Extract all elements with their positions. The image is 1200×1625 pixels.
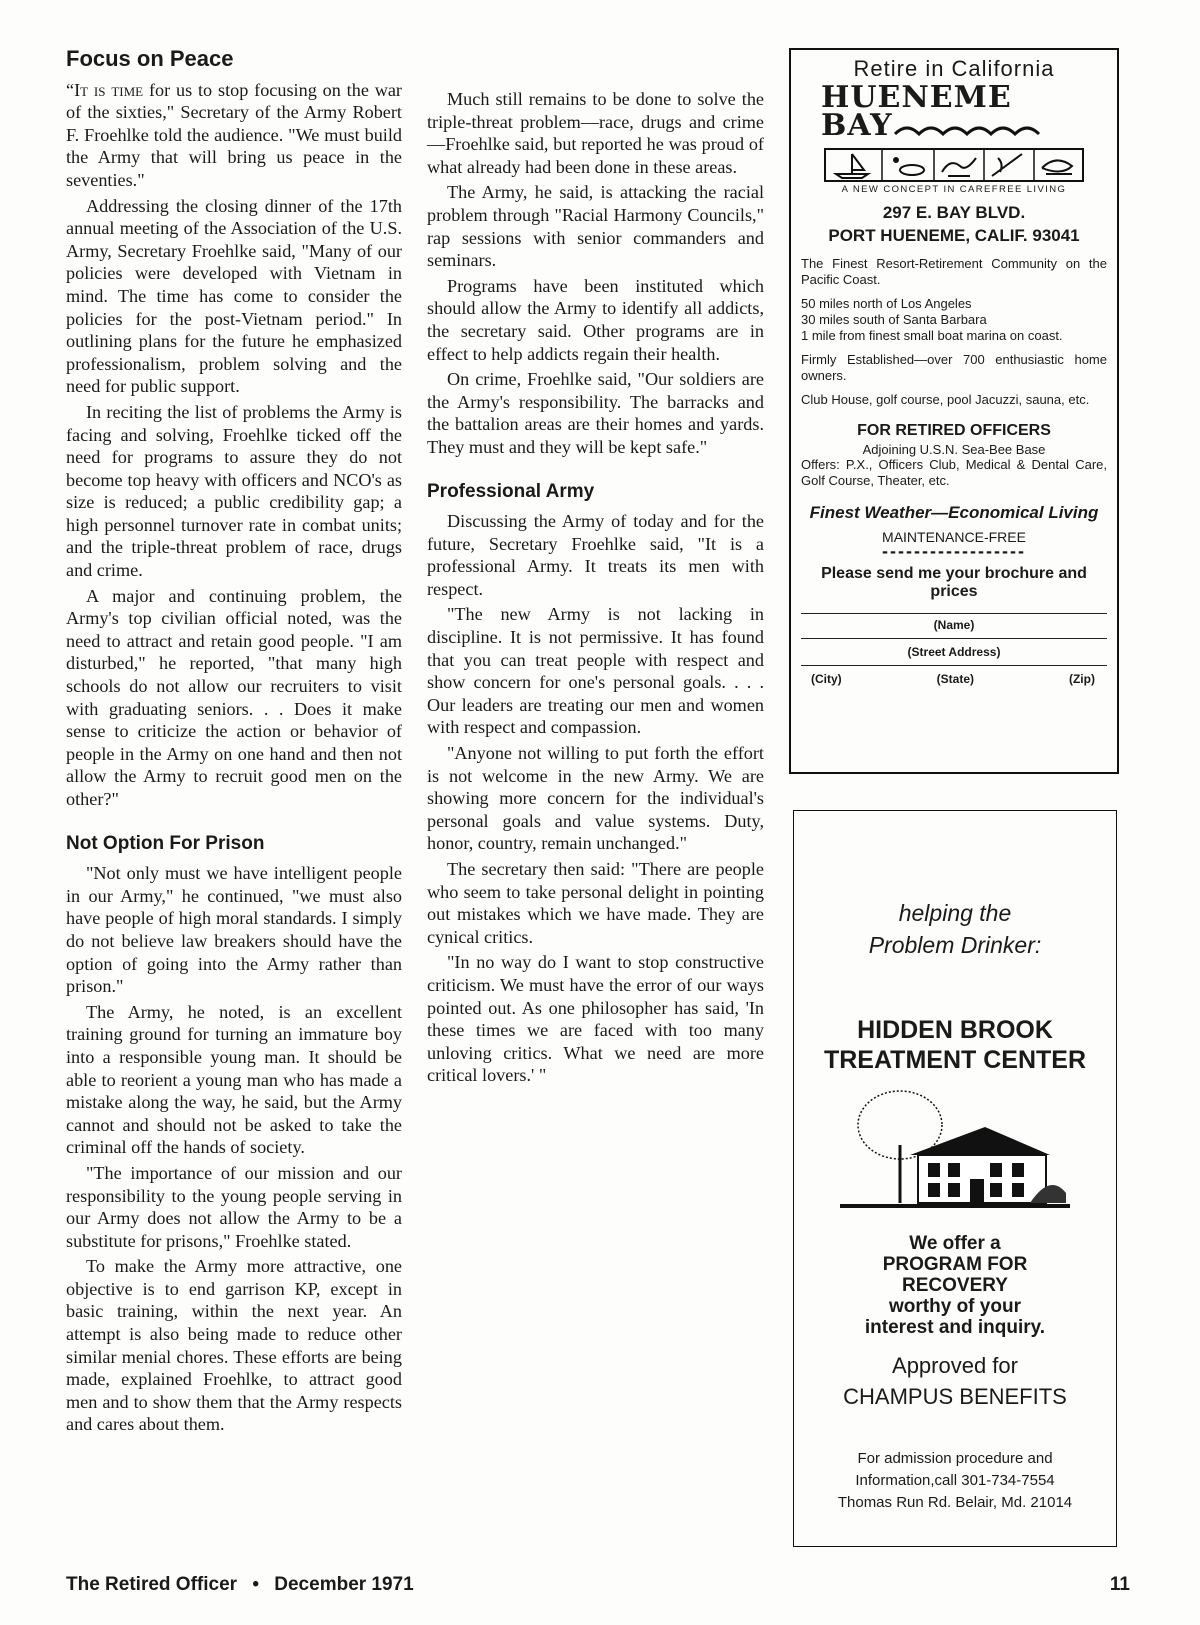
desc-line: The Finest Resort-Retirement Community on the Pacific Coast. xyxy=(801,256,1107,287)
ad-tagline: A NEW CONCEPT IN CAREFREE LIVING xyxy=(841,184,1067,195)
ad-description xyxy=(801,256,1107,408)
address-line-2: PORT HUENEME, CALIF. 93041 xyxy=(828,226,1080,245)
paragraph: The Army, he noted, is an excellent training ground for turning an immature boy into a responsible young man. It should be able to reorient a young man who has made a mistake along the way, he said, but the Army cannot and should not be asked to take the criminal off the hands of society. xyxy=(66,1001,402,1158)
issue-date: December 1971 xyxy=(274,1574,414,1595)
center-name xyxy=(794,1015,1116,1075)
paragraph: "Anyone not willing to put forth the effort is not welcome in the new Army. We are showing more concern for the individual's personal goals and value systems. Duty, honor, country, remain unchanged." xyxy=(427,743,764,854)
dashed-divider: ------------------ xyxy=(882,541,1026,561)
brand-line-2-row xyxy=(821,108,1117,143)
article-title: Focus on Peace xyxy=(66,46,234,71)
approved-line-2: CHAMPUS BENEFITS xyxy=(843,1384,1067,1409)
intro-line-2: Problem Drinker: xyxy=(868,932,1042,958)
center-name-line-1: HIDDEN BROOK xyxy=(857,1016,1053,1044)
ad-intro xyxy=(794,897,1116,961)
maintenance-line: MAINTENANCE-FREE xyxy=(882,529,1026,545)
program-offer xyxy=(794,1233,1116,1338)
paragraph: On crime, Froehlke said, "Our soldiers are the Army's responsibility. The barracks and the battalion areas are their homes and yards. They must and they will be kept safe." xyxy=(427,369,764,457)
section-heading: Professional Army xyxy=(427,480,595,502)
address-line-1: 297 E. BAY BLVD. xyxy=(882,203,1026,222)
officers-line-1: Adjoining U.S.N. Sea-Bee Base xyxy=(862,442,1046,457)
zip-field-label: (Zip) xyxy=(1068,672,1095,686)
section-heading: Not Option For Prison xyxy=(66,832,265,854)
brochure-request: Please send me your brochure and prices xyxy=(821,565,1087,600)
paragraph: A major and continuing problem, the Army's top civilian official noted, was the need to attract and retain good people. "I am disturbed," he reported, "that many high schools do not allow our recruiters to visit with graduating seniors. . . Does it make sense to criticize the action or behavior of people in the Army on one hand and then not allow the Army to recruit good men on the other?" xyxy=(66,585,402,809)
offer-line: PROGRAM FOR xyxy=(882,1254,1028,1275)
officers-line-2: Offers: P.X., Officers Club, Medical & Dental Care, Golf Course, Theater, etc. xyxy=(801,457,1107,488)
page-footer xyxy=(66,1574,1130,1596)
contact-info xyxy=(794,1448,1116,1514)
desc-line: Firmly Established—over 700 enthusiastic home owners. xyxy=(801,352,1107,383)
paragraph-text: for us to stop focusing on the war of the sixties," Secretary of the Army Robert F. Froehlke told the audience. "We must build the Army that will bring us peace in the seventies." xyxy=(66,79,402,190)
street-field-label: (Street Address) xyxy=(907,645,1001,659)
publication-name: The Retired Officer xyxy=(66,1574,238,1595)
article-column-1 xyxy=(66,48,402,1439)
offer-line: worthy of your xyxy=(889,1296,1021,1317)
paragraph: “It is time for us to stop focusing on the war of the sixties," Secretary of the Army Robert F. Froehlke told the audience. "We must build the Army that will bring us peace in the seventies." xyxy=(66,79,402,190)
hueneme-bay-ad xyxy=(789,48,1119,774)
desc-line: 30 miles south of Santa Barbara xyxy=(801,312,987,327)
desc-line: 1 mile from finest small boat marina on coast. xyxy=(801,328,1063,343)
recreation-icons xyxy=(824,148,1084,182)
paragraph: To make the Army more attractive, one objective is to end garrison KP, except in basic training, within the next year. An attempt is also being made to reduce other similar menial chores. These efforts are being made, explained Froehlke, to attract good men and to show them that the Army respects and cares about them. xyxy=(66,1256,402,1435)
paragraph: "Not only must we have intelligent people in our Army," he continued, "we must also have people of high moral standards. I simply do not believe law breakers should have the option of going into the Army rather than prison." xyxy=(66,863,402,997)
officers-title: FOR RETIRED OFFICERS xyxy=(857,422,1051,439)
offer-line: RECOVERY xyxy=(902,1275,1008,1296)
paragraph: Discussing the Army of today and for the future, Secretary Froehlke said, "It is a professional Army. It treats its men with respect. xyxy=(427,511,764,599)
footer-bullet: • xyxy=(252,1574,259,1595)
house-illustration xyxy=(840,1085,1070,1215)
state-field-label: (State) xyxy=(936,672,974,686)
brand-line-1: HUENEME xyxy=(821,80,1012,115)
paragraph: The secretary then said: "There are people who seem to take personal delight in pointing out mistakes which we have made. They are cynical critics. xyxy=(427,859,764,947)
paragraph: Much still remains to be done to solve the triple-threat problem—race, drugs and crime—Froehlke said, but reported he was proud of what already had been done in these areas. xyxy=(427,89,764,177)
intro-line-1: helping the xyxy=(898,900,1012,926)
brand-line-2: BAY xyxy=(821,108,893,143)
approval xyxy=(794,1350,1116,1412)
approved-line-1: Approved for xyxy=(892,1353,1018,1378)
lead-small-caps: It is time xyxy=(74,79,144,100)
desc-line: Club House, golf course, pool Jacuzzi, sauna, etc. xyxy=(801,392,1090,407)
paragraph: The Army, he said, is attacking the racial problem through "Racial Harmony Councils," rap sessions with senior commanders and seminars. xyxy=(427,182,764,271)
city-state-zip-row xyxy=(811,672,1095,686)
name-field-label: (Name) xyxy=(933,618,975,632)
paragraph: Addressing the closing dinner of the 17th annual meeting of the Association of the U.S. Army, Secretary Froehlke said, "Many of our policies were developed with Vietnam in mind. The time has come to consider the policies for the post-Vietnam period." In outlining plans for the future he emphasized professionalism, problem solving and the need for public support. xyxy=(66,195,402,397)
contact-line: For admission procedure and xyxy=(857,1450,1053,1467)
weather-line: Finest Weather—Economical Living xyxy=(809,503,1099,522)
city-field-label: (City) xyxy=(811,672,842,686)
offer-line: interest and inquiry. xyxy=(864,1317,1046,1338)
hidden-brook-ad xyxy=(793,810,1117,1547)
paragraph: In reciting the list of problems the Army is facing and solving, Froehlke ticked off the need for programs to assure they do not become top heavy with officers and NCO's as size is reduced; a public credibility gap; a high personnel turnover rate in combat units; and the triple-threat problem of race, drugs and crime. xyxy=(66,401,402,581)
article-column-2 xyxy=(427,88,764,1090)
ad-headline: Retire in California xyxy=(853,56,1055,81)
offer-line: We offer a xyxy=(909,1233,1001,1254)
contact-address: Thomas Run Rd. Belair, Md. 21014 xyxy=(837,1494,1073,1511)
desc-line: 50 miles north of Los Angeles xyxy=(801,296,972,311)
paragraph: Programs have been instituted which should allow the Army to identify all addicts, the secretary said. Other programs are in effect to help addicts regain their health. xyxy=(427,275,764,364)
contact-line: Information,call 301-734-7554 xyxy=(855,1472,1055,1489)
page-number: 11 xyxy=(1109,1574,1130,1595)
paragraph: "The importance of our mission and our responsibility to the young people serving in our Army does not allow the Army to be a substitute for prisons," Froehlke stated. xyxy=(66,1162,402,1251)
center-name-line-2: TREATMENT CENTER xyxy=(823,1046,1087,1074)
paragraph: "In no way do I want to stop constructive criticism. We must have the error of our ways pointed out. As one philosopher has said, 'In these times we are faced with too many unloving critics. What we need are more critical lovers.' " xyxy=(427,952,764,1086)
brand-name xyxy=(821,80,1117,143)
waves-icon xyxy=(893,118,1043,140)
paragraph: "The new Army is not lacking in discipline. It is not permissive. It has found that you can treat people with respect and show concern for one's personal goals. . . . Our leaders are treating our men and women with respect and compassion. xyxy=(427,604,764,738)
